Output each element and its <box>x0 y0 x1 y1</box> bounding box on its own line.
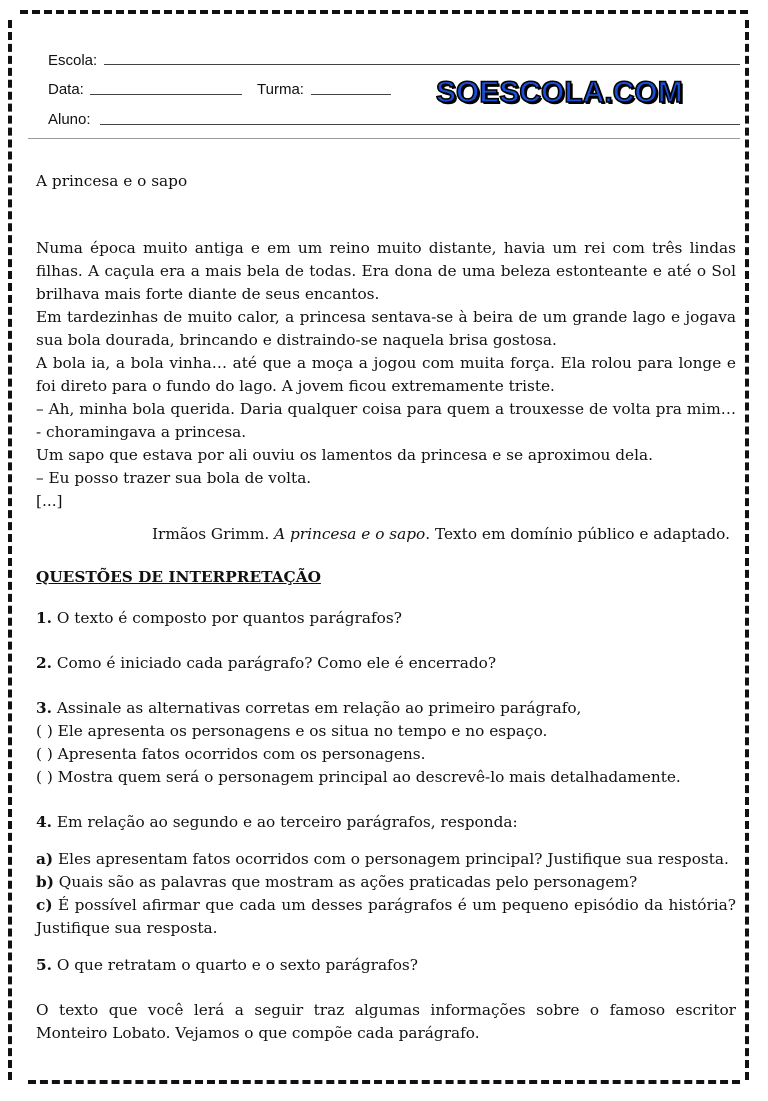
border-top <box>20 10 748 14</box>
student-field[interactable] <box>100 124 740 125</box>
option-item[interactable]: ( ) Apresenta fatos ocorridos com os personagens. <box>36 745 426 763</box>
question-text: Como é iniciado cada parágrafo? Como ele é encerrado? <box>51 654 497 672</box>
question-text: Em relação ao segundo e ao terceiro parágrafos, responda: <box>51 813 518 831</box>
question-4c <box>36 894 736 940</box>
subquestion-text: Quais são as palavras que mostram as ações praticadas pelo personagem? <box>53 873 638 891</box>
question-1 <box>36 607 736 630</box>
subquestion-letter: b) <box>36 873 54 891</box>
question-number: 4. <box>36 813 52 831</box>
question-4b <box>36 871 736 894</box>
story-paragraph: Em tardezinhas de muito calor, a princesa sentava-se à beira de um grande lago e jogava sua bola dourada, brincando e distraindo-se naquela brisa gostosa. <box>36 308 736 349</box>
class-field[interactable] <box>311 94 391 95</box>
story-paragraph: – Ah, minha bola querida. Daria qualquer coisa para quem a trouxesse de volta pra mim… - choramingava a princesa. <box>36 400 736 441</box>
story-title: A princesa e o sapo <box>36 172 188 190</box>
questions-heading: QUESTÕES DE INTERPRETAÇÃO <box>36 568 321 586</box>
question-number: 5. <box>36 956 52 974</box>
question-number: 2. <box>36 654 52 672</box>
border-right <box>745 20 749 1080</box>
question-number: 3. <box>36 699 52 717</box>
subquestion-letter: c) <box>36 896 53 914</box>
worksheet-content <box>36 170 736 1045</box>
question-number: 1. <box>36 609 52 627</box>
story-paragraph: A bola ia, a bola vinha… até que a moça a jogou com muita força. Ela rolou para longe e foi direto para o fundo do lago. A jovem ficou extremamente triste. <box>36 354 736 395</box>
subquestion-text: Eles apresentam fatos ocorridos com o personagem principal? Justifique sua resposta. <box>53 850 729 868</box>
date-field[interactable] <box>90 94 242 95</box>
student-label: Aluno: <box>48 111 91 128</box>
story-paragraph: Um sapo que estava por ali ouviu os lamentos da princesa e se aproximou dela. <box>36 446 653 464</box>
question-4a <box>36 848 736 871</box>
option-item[interactable]: ( ) Ele apresenta os personagens e os situa no tempo e no espaço. <box>36 722 548 740</box>
question-text: O que retratam o quarto e o sexto parágrafos? <box>51 956 418 974</box>
question-5 <box>36 954 736 977</box>
header-separator <box>28 138 740 139</box>
subquestion-letter: a) <box>36 850 54 868</box>
date-label: Data: <box>48 81 84 98</box>
citation-author: Irmãos Grimm. <box>152 525 275 543</box>
option-item[interactable]: ( ) Mostra quem será o personagem principal ao descrevê-lo mais detalhadamente. <box>36 768 681 786</box>
site-logo: SOESCOLA.COM <box>436 76 683 109</box>
closing-paragraph: O texto que você lerá a seguir traz algumas informações sobre o famoso escritor Monteiro Lobato. Vejamos o que compõe cada parágrafo. <box>36 1001 736 1042</box>
question-4 <box>36 811 736 834</box>
citation <box>36 523 736 546</box>
citation-work: A princesa e o sapo <box>274 525 426 543</box>
story-paragraph: Numa época muito antiga e em um reino muito distante, havia um rei com três lindas filhas. A caçula era a mais bela de todas. Era dona de uma beleza estonteante e até o Sol brilhava mais forte diante de seus encantos. <box>36 239 736 303</box>
question-text: Assinale as alternativas corretas em relação ao primeiro parágrafo, <box>51 699 582 717</box>
border-bottom <box>28 1080 740 1084</box>
story-ellipsis: [...] <box>36 492 63 510</box>
question-text: O texto é composto por quantos parágrafos? <box>51 609 402 627</box>
class-label: Turma: <box>257 81 304 98</box>
school-label: Escola: <box>48 52 98 69</box>
border-left <box>8 20 12 1080</box>
subquestion-text: É possível afirmar que cada um desses parágrafos é um pequeno episódio da história? Justifique sua resposta. <box>36 896 736 937</box>
question-3 <box>36 697 736 720</box>
citation-note: . Texto em domínio público e adaptado. <box>425 525 730 543</box>
school-field[interactable] <box>104 64 740 65</box>
story-paragraph: – Eu posso trazer sua bola de volta. <box>36 469 312 487</box>
question-2 <box>36 652 736 675</box>
